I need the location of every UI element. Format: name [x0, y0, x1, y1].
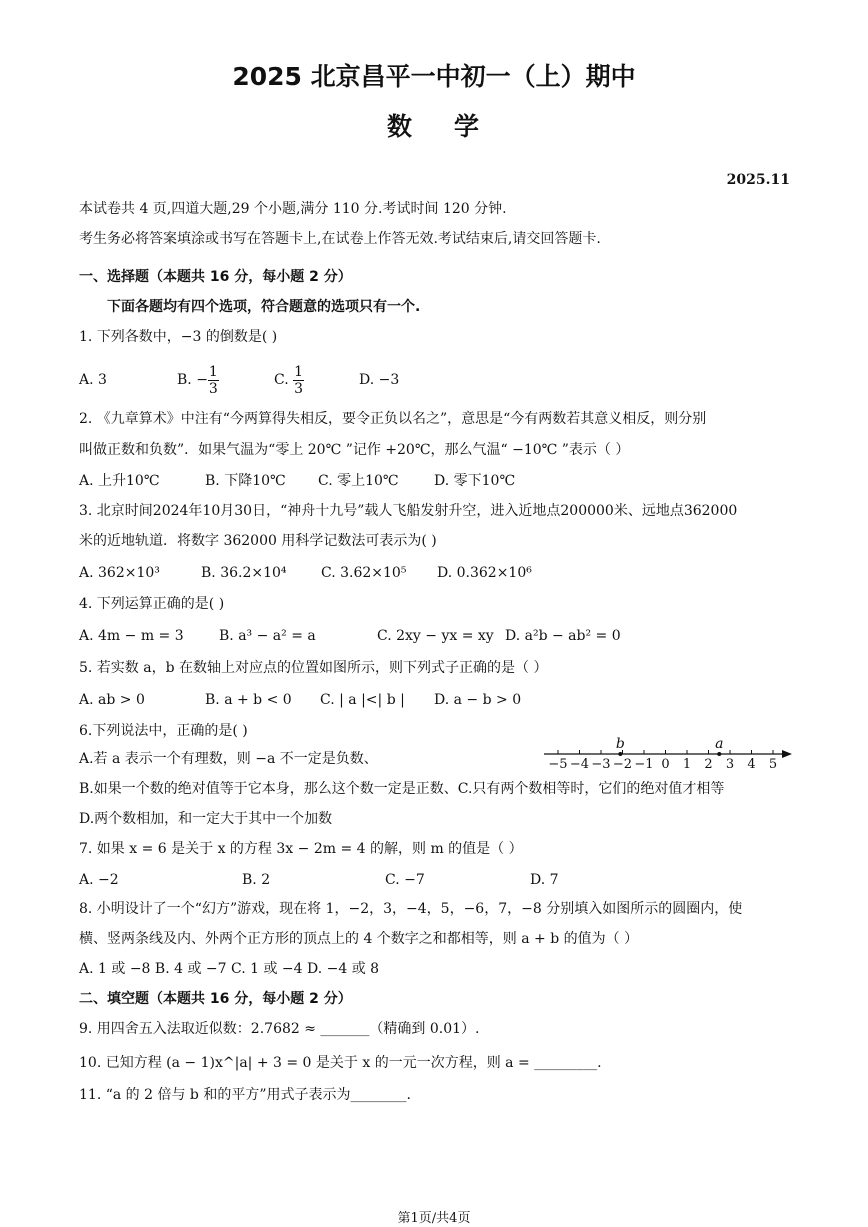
number-line-tick-label: 3: [725, 757, 735, 772]
q3-option-c: C. 3.62×10⁵: [321, 565, 407, 581]
number-line-tick-label: 2: [704, 757, 713, 772]
q4-option-d: D. a²b − ab² = 0: [505, 628, 621, 644]
q3-option-b: B. 36.2×10⁴: [201, 565, 287, 581]
q2-line-2: 叫做正数和负数”．如果气温为“零上 20℃ ”记作 +20℃，那么气温“ −10℃ ”表示（ ）: [79, 442, 630, 458]
number-line-tick-label: −5: [548, 757, 568, 772]
q7-option-c: C. −7: [385, 872, 425, 888]
q11-text: 11. “a 的 2 倍与 b 和的平方”用式子表示为________.: [79, 1087, 411, 1103]
q3-option-a: A. 362×10³: [79, 565, 160, 581]
number-line-tick-label: 1: [682, 757, 692, 772]
q3-option-d: D. 0.362×10⁶: [437, 565, 532, 581]
q6-stem: 6.下列说法中，正确的是( ): [79, 723, 248, 739]
number-line-point-a: [717, 752, 721, 756]
q8-line-2: 横、竖两条线及内、外两个正方形的顶点上的 4 个数字之和都相等，则 a + b 的值为（ ）: [79, 931, 639, 947]
q2-option-b: B. 下降10℃: [205, 473, 286, 489]
number-line-arrow: [782, 750, 792, 758]
q1-option-c: C. $\frac{1}{3}$: [274, 363, 304, 397]
q2-line-1: 2. 《九章算术》中注有“今两算得失相反，要令正负以名之”，意思是“今有两数若其意义相反，则分别: [79, 411, 707, 427]
number-line-tick-label: −1: [634, 757, 654, 772]
q7-option-b: B. 2: [242, 872, 271, 888]
page-title: 2025 北京昌平一中初一（上）期中: [232, 62, 636, 91]
q6-option-d: D.两个数相加，和一定大于其中一个加数: [79, 811, 333, 827]
q3-line-2: 米的近地轨道．将数字 362000 用科学记数法可表示为( ): [79, 533, 437, 549]
number-line-tick-label: 0: [661, 757, 670, 772]
q7-stem: 7. 如果 x = 6 是关于 x 的方程 3x − 2m = 4 的解，则 m 的值是（ ）: [79, 841, 523, 857]
section-1-heading: 一、选择题（本题共 16 分，每小题 2 分）: [79, 269, 352, 285]
number-line-tick-label: 5: [768, 757, 778, 772]
q4-option-c: C. 2xy − yx = xy: [377, 628, 494, 644]
number-line-tick-label: 4: [747, 757, 756, 772]
subject-title: 数学: [386, 112, 521, 141]
number-line-tick-label: −2: [612, 757, 633, 772]
number-line-tick-label: −4: [569, 757, 590, 772]
q6-option-bc: B.如果一个数的绝对值等于它本身，那么这个数一定是正数、C.只有两个数相等时，它们的绝对值才相等: [79, 781, 725, 797]
exam-date: 2025.11: [726, 172, 790, 188]
q10-text: 10. 已知方程 (a − 1)x^|a| + 3 = 0 是关于 x 的一元一次方程，则 a = _________.: [79, 1055, 602, 1071]
q4-option-b: B. a³ − a² = a: [219, 628, 316, 644]
q1-option-a: A. 3: [79, 372, 107, 388]
q2-option-c: C. 零上10℃: [318, 473, 399, 489]
q8-line-1: 8. 小明设计了一个“幻方”游戏，现在将 1，−2，3，−4，5，−6，7，−8 分别填入如图所示的圆圈内，使: [79, 901, 743, 917]
q5-stem: 5. 若实数 a，b 在数轴上对应点的位置如图所示，则下列式子正确的是（ ）: [79, 660, 548, 676]
note-line-2: 考生务必将答案填涂或书写在答题卡上,在试卷上作答无效.考试结束后,请交回答题卡.: [79, 231, 601, 247]
number-line-tick-label: −3: [591, 757, 611, 772]
q1-option-d: D. −3: [359, 372, 400, 388]
q9-text: 9. 用四舍五入法取近似数：2.7682 ≈ _______（精确到 0.01）.: [79, 1021, 480, 1037]
number-line-point-label-b: b: [615, 736, 625, 752]
section-1-instruction: 下面各题均有四个选项，符合题意的选项只有一个.: [107, 299, 421, 315]
section-2-heading: 二、填空题（本题共 16 分，每小题 2 分）: [79, 991, 352, 1007]
q5-option-b: B. a + b < 0: [205, 692, 292, 708]
q5-option-a: A. ab > 0: [79, 692, 145, 708]
q8-options: A. 1 或 −8 B. 4 或 −7 C. 1 或 −4 D. −4 或 8: [79, 961, 380, 977]
q2-option-a: A. 上升10℃: [79, 473, 160, 489]
q4-stem: 4. 下列运算正确的是( ): [79, 596, 225, 612]
q6-option-a: A.若 a 表示一个有理数，则 −a 不一定是负数、: [79, 751, 378, 767]
number-line-point-b: [618, 752, 622, 756]
q5-option-d: D. a − b > 0: [434, 692, 522, 708]
q7-option-d: D. 7: [530, 872, 559, 888]
q5-option-c: C. | a |<| b |: [320, 692, 405, 708]
q1-option-b: B. − $\frac{1}{3}$: [177, 363, 218, 397]
q7-option-a: A. −2: [79, 872, 119, 888]
number-line-point-label-a: a: [715, 736, 724, 752]
note-line-1: 本试卷共 4 页,四道大题,29 个小题,满分 110 分.考试时间 120 分钟.: [79, 201, 507, 217]
q2-option-d: D. 零下10℃: [434, 473, 516, 489]
q1-stem: 1. 下列各数中，−3 的倒数是( ): [79, 329, 278, 345]
q4-option-a: A. 4m − m = 3: [79, 628, 184, 644]
number-line-figure: [540, 734, 796, 776]
page-footer: 第1页/共4页: [397, 1211, 471, 1226]
q3-line-1: 3. 北京时间2024年10月30日，“神舟十九号”载人飞船发射升空，进入近地点200000米、远地点362000: [79, 503, 738, 519]
